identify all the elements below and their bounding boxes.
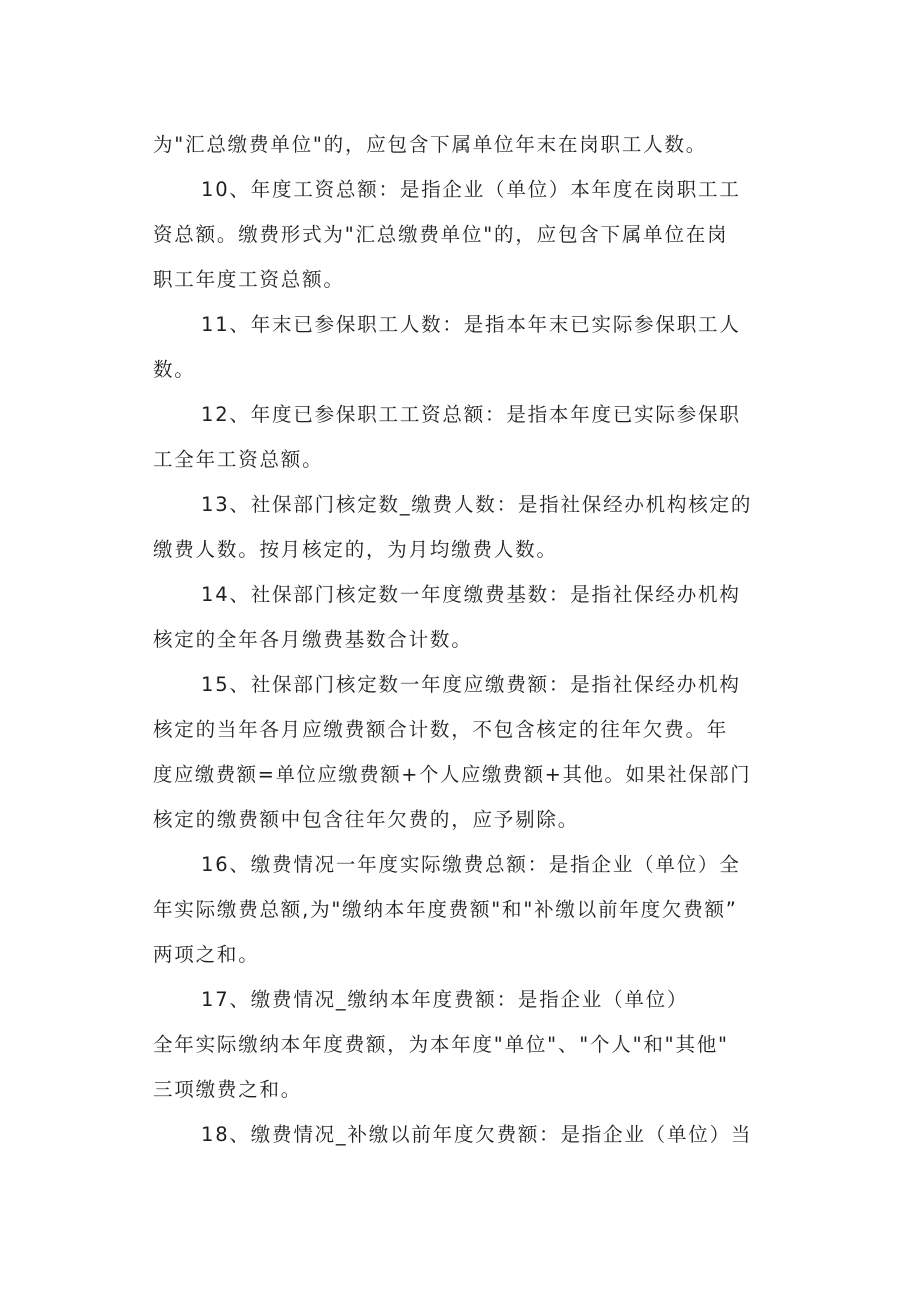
paragraph-14-contribution-base [153, 572, 748, 662]
paragraph-18-arrears-paid [153, 1112, 753, 1157]
text-line: 核定的缴费额中包含往年欠费的，应予剔除。 [153, 808, 580, 831]
text-line: 年实际缴费总额,为"缴纳本年度费额"和"补缴以前年度欠费额” [153, 898, 738, 921]
text-line: 工全年工资总额。 [153, 448, 324, 471]
text-line: 10、年度工资总额：是指企业（单位）本年度在岗职工工 [201, 178, 741, 201]
text-line: 18、缴费情况_补缴以前年度欠费额：是指企业（单位）当 [201, 1123, 753, 1146]
document-body [153, 122, 753, 1157]
paragraph-17-current-year-paid [153, 977, 748, 1112]
text-line: 核定的当年各月应缴费额合计数，不包含核定的往年欠费。年 [153, 718, 729, 741]
text-line: 15、社保部门核定数一年度应缴费额：是指社保经办机构 [201, 673, 741, 696]
text-line: 14、社保部门核定数一年度缴费基数：是指社保经办机构 [201, 583, 741, 606]
text-line: 职工年度工资总额。 [153, 268, 345, 291]
text-line: 13、社保部门核定数_缴费人数：是指社保经办机构核定的 [201, 493, 753, 516]
text-line: 核定的全年各月缴费基数合计数。 [153, 628, 473, 651]
text-line: 16、缴费情况一年度实际缴费总额：是指企业（单位）全 [201, 853, 741, 876]
paragraph-16-actual-total [153, 842, 748, 977]
text-line: 缴费人数。按月核定的，为月均缴费人数。 [153, 538, 558, 561]
text-line: 数。 [153, 358, 196, 381]
paragraph-10-annual-wage-total [153, 167, 748, 302]
text-line: 资总额。缴费形式为"汇总缴费单位"的，应包含下属单位在岗 [153, 223, 729, 246]
paragraph-11-insured-workers [153, 302, 748, 392]
paragraph-13-contributors [153, 482, 753, 572]
text-line: 12、年度已参保职工工资总额：是指本年度已实际参保职 [201, 403, 741, 426]
text-line: 17、缴费情况_缴纳本年度费额：是指企业（单位） [201, 988, 689, 1011]
paragraph-12-insured-wage-total [153, 392, 748, 482]
text-line: 全年实际缴纳本年度费额，为本年度"单位"、"个人"和"其他" [153, 1033, 729, 1056]
text-line: 为"汇总缴费单位"的，应包含下属单位年末在岗职工人数。 [153, 133, 708, 156]
text-line: 三项缴费之和。 [153, 1078, 303, 1101]
paragraph-9-continuation [153, 122, 748, 167]
text-line: 两项之和。 [153, 943, 260, 966]
paragraph-15-payable-amount [153, 662, 752, 842]
text-line: 11、年末已参保职工人数：是指本年末已实际参保职工人 [201, 313, 741, 336]
text-line: 度应缴费额=单位应缴费额+个人应缴费额+其他。如果社保部门 [153, 763, 752, 786]
